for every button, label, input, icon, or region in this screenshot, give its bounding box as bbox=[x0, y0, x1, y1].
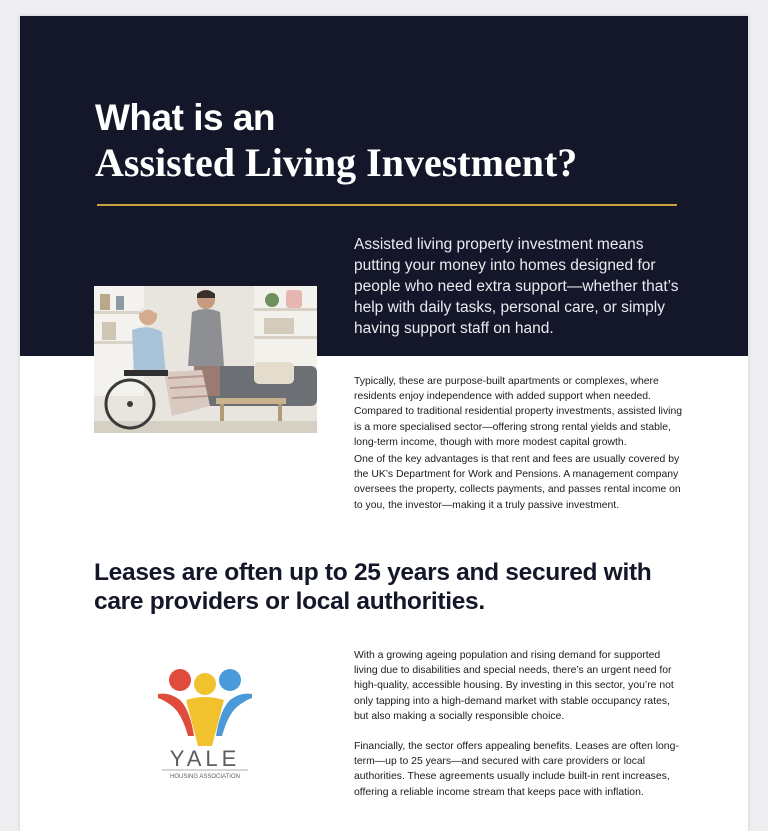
gold-divider bbox=[97, 204, 677, 206]
page-title-line2: Assisted Living Investment? bbox=[95, 140, 578, 185]
yale-logo bbox=[150, 666, 260, 784]
section1-paragraph1: Typically, these are purpose-built apartments or complexes, where residents enjoy independence with added support when needed. Compared to traditional residential property investments, assisted living is a more specialised sector—offering strong rental yields and stable, long-term income, though with more modest capital growth. bbox=[354, 376, 683, 448]
page-title-line1: What is an bbox=[95, 97, 276, 138]
section1-paragraph2: One of the key advantages is that rent and fees are usually covered by the UK’s Department for Work and Pensions. A management company oversees the property, collects payments, and passes rental income on to you, the investor—making it a truly passive investment. bbox=[354, 454, 681, 511]
section2-paragraph2: Financially, the sector offers appealing benefits. Leases are often long-term—up to 25 years—and secured with care providers or local authorities. These agreements usually include built-in rent increases, offering a reliable income stream that keeps pace with inflation. bbox=[354, 741, 679, 798]
logo-subtitle: HOUSING ASSOCIATION bbox=[170, 774, 240, 780]
caregiver-photo bbox=[94, 286, 317, 433]
logo-wordmark: YALE bbox=[169, 746, 241, 771]
document-page bbox=[20, 16, 748, 831]
leases-headline: Leases are often up to 25 years and secured with care providers or local authorities. bbox=[94, 559, 652, 615]
section2-paragraph1: With a growing ageing population and rising demand for supported living due to disabilities and special needs, there’s an urgent need for high-quality, accessible housing. By investing in this sector, you’re not only tapping into a high-demand market with stable occupancy rates, but also making a socially responsible choice. bbox=[354, 650, 674, 722]
intro-text: Assisted living property investment means putting your money into homes designed for people who need extra support—whether that’s help with daily tasks, personal care, or simply having support staff on hand. bbox=[354, 236, 679, 337]
